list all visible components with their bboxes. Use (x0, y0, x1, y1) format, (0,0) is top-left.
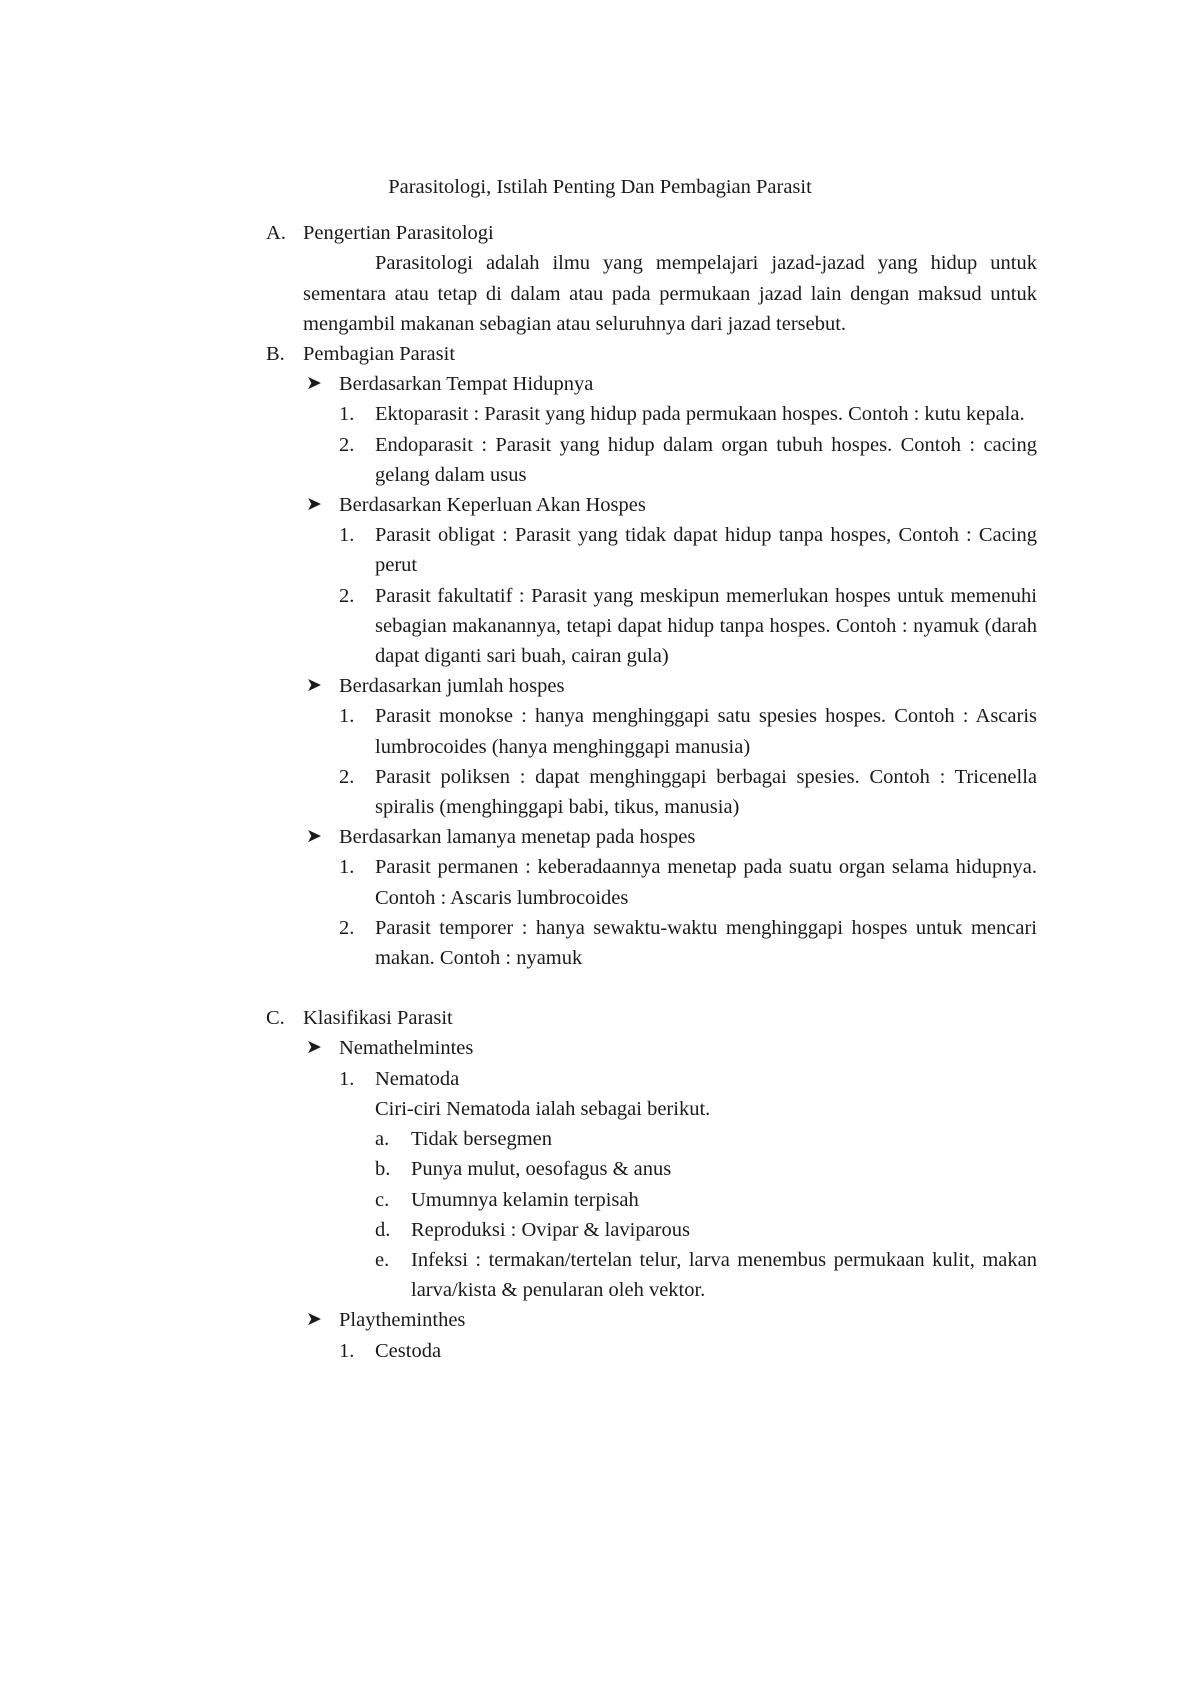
list-item (339, 762, 1037, 822)
list-item-text: Parasit obligat : Parasit yang tidak dapat hidup tanpa hospes, Contoh : Cacing perut (375, 524, 1037, 577)
section-a-paragraph: Parasitologi adalah ilmu yang mempelajari jazad-jazad yang hidup untuk sementara atau tetap di dalam atau pada permukaan jazad lain dengan maksud untuk mengambil makanan sebagian atau seluruhnya dari jazad tersebut. (303, 252, 1037, 335)
sub-list-letter: b. (375, 1158, 391, 1181)
list-item-number: 2. (339, 916, 355, 939)
sub-list-text: Punya mulut, oesofagus & anus (411, 1158, 672, 1181)
list-item-text: Parasit permanen : keberadaannya menetap pada suatu organ selama hidupnya. Contoh : Ascaris lumbrocoides (375, 856, 1037, 909)
arrowhead-bullet-icon: ➤ (306, 1037, 322, 1059)
list-item (339, 701, 1037, 761)
document-title: Parasitologi, Istilah Penting Dan Pembagian Parasit (388, 176, 812, 198)
bullet-group (303, 1305, 1037, 1335)
section-a-letter: A. (266, 222, 286, 245)
section-b-letter: B. (266, 343, 285, 366)
sub-list-text: Reproduksi : Ovipar & laviparous (411, 1218, 690, 1241)
bullet-group-title: Berdasarkan lamanya menetap pada hospes (339, 826, 696, 849)
bullet-group (303, 671, 1037, 701)
sub-list-item (375, 1215, 1037, 1245)
list-item-number: 1. (339, 856, 355, 879)
list-item-number: 2. (339, 765, 355, 788)
arrowhead-bullet-icon: ➤ (306, 826, 322, 848)
section-c-heading: Klasifikasi Parasit (303, 1007, 453, 1030)
bullet-group-title: Berdasarkan Tempat Hidupnya (339, 373, 594, 396)
sub-list-text: Infeksi : termakan/tertelan telur, larva menembus permukaan kulit, makan larva/kista & penularan oleh vektor. (411, 1248, 1037, 1302)
sub-list-letter: d. (375, 1218, 391, 1241)
list-item (339, 520, 1037, 580)
sub-list-item (375, 1154, 1037, 1184)
list-item-text: Parasit monokse : hanya menghinggapi satu spesies hospes. Contoh : Ascaris lumbrocoides (hanya menghinggapi manusia) (375, 705, 1037, 758)
list-item-text: Nematoda (375, 1067, 460, 1090)
sub-list-text: Umumnya kelamin terpisah (411, 1188, 639, 1211)
list-item-text: Ektoparasit : Parasit yang hidup pada permukaan hospes. Contoh : kutu kepala. (375, 403, 1025, 426)
section-a (0, 218, 1037, 339)
list-item (339, 581, 1037, 672)
bullet-group-title: Playtheminthes (339, 1309, 466, 1332)
list-item-number: 2. (339, 584, 355, 607)
sub-list-letter: e. (375, 1248, 390, 1271)
list-item-text: Parasit poliksen : dapat menghinggapi berbagai spesies. Contoh : Tricenella spiralis (menghinggapi babi, tikus, manusia) (375, 765, 1037, 819)
bullet-group-title: Berdasarkan jumlah hospes (339, 675, 565, 698)
list-item (339, 1336, 1037, 1366)
list-item (339, 913, 1037, 973)
list-item-text: Cestoda (375, 1339, 442, 1362)
blank-line (0, 973, 1200, 1003)
bullet-group (303, 490, 1037, 520)
list-item-number: 1. (339, 403, 355, 426)
list-item (339, 852, 1037, 912)
list-item-text: Endoparasit : Parasit yang hidup dalam organ tubuh hospes. Contoh : cacing gelang dalam usus (375, 433, 1037, 486)
list-item-text: Parasit temporer : hanya sewaktu-waktu menghinggapi hospes untuk mencari makan. Contoh : nyamuk (375, 916, 1037, 970)
list-item-text: Parasit fakultatif : Parasit yang meskipun memerlukan hospes untuk memenuhi sebagian makanannya, tetapi dapat hidup tanpa hospes. Contoh : nyamuk (darah dapat diganti sari buah, cairan gula) (375, 584, 1037, 668)
arrowhead-bullet-icon: ➤ (306, 494, 322, 516)
list-item-number: 1. (339, 1067, 355, 1090)
section-c-letter: C. (266, 1007, 285, 1030)
bullet-group (303, 822, 1037, 852)
list-item (339, 1064, 1037, 1094)
sub-list-item (375, 1185, 1037, 1215)
sub-list-item (375, 1245, 1037, 1305)
bullet-group-title: Berdasarkan Keperluan Akan Hospes (339, 494, 646, 517)
arrowhead-bullet-icon: ➤ (306, 373, 322, 395)
list-item-number: 2. (339, 433, 355, 456)
section-b-heading: Pembagian Parasit (303, 343, 456, 366)
sub-list-letter: c. (375, 1188, 390, 1211)
arrowhead-bullet-icon: ➤ (306, 1309, 322, 1331)
sub-list-letter: a. (375, 1128, 390, 1151)
sub-list-item (375, 1124, 1037, 1154)
document-content (0, 172, 1200, 1366)
list-item-number: 1. (339, 705, 355, 728)
list-item-number: 1. (339, 1339, 355, 1362)
section-b (0, 339, 1037, 973)
arrowhead-bullet-icon: ➤ (306, 675, 322, 697)
list-item (339, 430, 1037, 490)
bullet-group (303, 1033, 1037, 1063)
bullet-group-title: Nemathelmintes (339, 1037, 474, 1060)
list-item-number: 1. (339, 524, 355, 547)
bullet-group (303, 369, 1037, 399)
sub-list-text: Tidak bersegmen (411, 1128, 553, 1151)
list-item (339, 399, 1037, 429)
section-c (0, 1003, 1037, 1365)
section-a-heading: Pengertian Parasitologi (303, 222, 494, 245)
nematoda-intro: Ciri-ciri Nematoda ialah sebagai berikut. (375, 1097, 711, 1120)
